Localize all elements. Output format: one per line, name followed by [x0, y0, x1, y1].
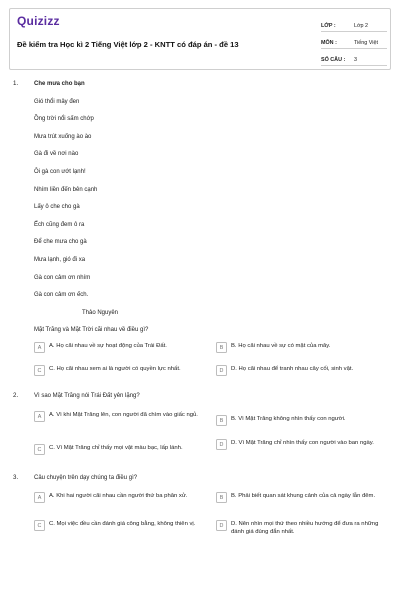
- passage-line: Mưa lạnh, gió đi xa: [34, 256, 86, 263]
- question-number: 3.: [13, 474, 19, 481]
- option-letter-box[interactable]: A: [34, 342, 45, 353]
- question-body: [34, 474, 384, 482]
- option-d[interactable]: [216, 366, 391, 376]
- option-a[interactable]: [34, 412, 209, 422]
- worksheet-title: Đề kiểm tra Học kì 2 Tiếng Việt lớp 2 - KNTT có đáp án - đề 13: [17, 40, 239, 49]
- worksheet-meta: [321, 15, 387, 66]
- passage-line: Để che mưa cho gà: [34, 239, 87, 246]
- option-text: C. Mọi việc đều cần đánh giá công bằng, không thiên vị.: [49, 521, 196, 527]
- quizizz-logo: Quizizz: [17, 14, 60, 28]
- option-letter-box[interactable]: D: [216, 365, 227, 376]
- meta-label: MÔN :: [321, 40, 337, 46]
- option-text: B. Họ cãi nhau về sự có mặt của mây.: [231, 343, 331, 349]
- option-c[interactable]: [34, 366, 209, 376]
- option-text: A. Khi hai người cãi nhau cần người thứ ba phân xử.: [49, 493, 188, 499]
- question-number: 1.: [13, 80, 19, 87]
- passage-line: Nhím liền đến bên cạnh: [34, 186, 98, 193]
- option-b[interactable]: [216, 343, 391, 353]
- option-c[interactable]: [34, 521, 209, 531]
- option-a[interactable]: [34, 493, 209, 503]
- option-text: A. Họ cãi nhau về sự hoạt động của Trái Đất.: [49, 343, 167, 349]
- option-text: D. Nên nhìn mọi thứ theo nhiều hướng để đưa ra những đánh giá đúng đắn nhất.: [231, 521, 379, 535]
- question-prompt: Mặt Trăng và Mặt Trời cãi nhau về điều gì?: [34, 327, 149, 334]
- question-prompt: Câu chuyện trên dạy chúng ta điều gì?: [34, 475, 138, 481]
- meta-row-count: [321, 49, 387, 66]
- passage-line: Gà con cảm ơn ếch.: [34, 292, 89, 299]
- option-letter-box[interactable]: A: [34, 411, 45, 422]
- passage-author: Thảo Nguyên: [82, 309, 119, 316]
- meta-row-subject: [321, 32, 387, 49]
- passage-line: Gà con cảm ơn nhím: [34, 274, 91, 281]
- worksheet-header: [9, 8, 391, 70]
- option-letter-box[interactable]: B: [216, 342, 227, 353]
- option-c[interactable]: [34, 445, 209, 455]
- option-b[interactable]: [216, 493, 391, 503]
- meta-value: Lớp 2: [354, 23, 369, 29]
- meta-label: LỚP :: [321, 23, 336, 29]
- passage-title: Che mưa cho bạn: [34, 81, 85, 87]
- option-a[interactable]: [34, 343, 209, 353]
- meta-label: SỐ CÂU :: [321, 57, 346, 63]
- option-text: D. Vì Mặt Trăng chỉ nhìn thấy con người vào ban ngày.: [231, 440, 374, 446]
- passage-line: Ếch cũng đem ô ra: [34, 221, 85, 228]
- option-text: B. Phải biết quan sát khung cảnh của cả ngày lẫn đêm.: [231, 493, 376, 499]
- option-letter-box[interactable]: B: [216, 415, 227, 426]
- option-letter-box[interactable]: C: [34, 520, 45, 531]
- question-body: [34, 80, 384, 334]
- option-text: B. Vì Mặt Trăng không nhìn thấy con người.: [231, 416, 346, 422]
- option-text: A. Vì khi Mặt Trăng lên, con người đã chìm vào giấc ngủ.: [49, 412, 198, 418]
- passage-line: Ồng trời nổi sấm chớp: [34, 116, 94, 123]
- passage-line: Ôi gà con ướt lạnh!: [34, 168, 86, 175]
- option-b[interactable]: [216, 416, 391, 426]
- option-letter-box[interactable]: B: [216, 492, 227, 503]
- meta-row-class: [321, 15, 387, 32]
- passage-line: Mưa trút xuống ào ào: [34, 133, 92, 140]
- passage-line: Gió thổi mây đen: [34, 98, 80, 105]
- option-letter-box[interactable]: C: [34, 444, 45, 455]
- option-letter-box[interactable]: D: [216, 520, 227, 531]
- option-letter-box[interactable]: D: [216, 439, 227, 450]
- option-text: C. Họ cãi nhau xem ai là người có quyền lực nhất.: [49, 366, 181, 372]
- meta-value: 3: [354, 57, 357, 63]
- question-number: 2.: [13, 392, 19, 399]
- option-letter-box[interactable]: C: [34, 365, 45, 376]
- option-d[interactable]: [216, 521, 391, 536]
- option-d[interactable]: [216, 440, 391, 450]
- option-text: C. Vì Mặt Trăng chỉ thấy mọi vật màu bạc, lấp lánh.: [49, 445, 183, 451]
- passage-line: Gà đi về nơi nào: [34, 151, 79, 158]
- question-prompt: Vì sao Mặt Trăng nói Trái Đất yên lặng?: [34, 393, 140, 399]
- option-letter-box[interactable]: A: [34, 492, 45, 503]
- passage-line: Lấy ô che cho gà: [34, 204, 80, 211]
- meta-value: Tiếng Việt: [354, 40, 378, 46]
- question-body: [34, 392, 384, 400]
- option-text: D. Họ cãi nhau để tranh nhau cây cối, sinh vật.: [231, 366, 354, 372]
